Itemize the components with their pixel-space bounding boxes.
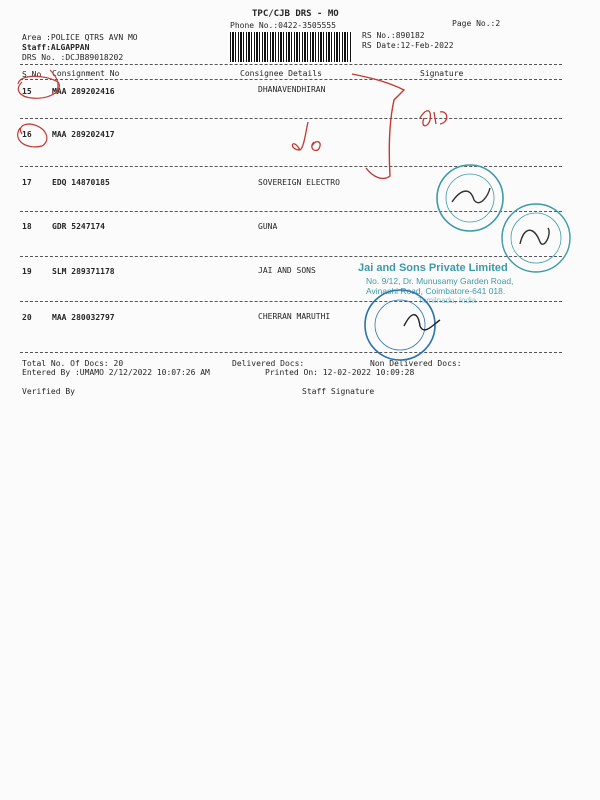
- stamp-guna: [502, 204, 570, 272]
- verified-by: Verified By: [22, 387, 75, 396]
- row-sno: 15: [22, 87, 32, 96]
- signature-large: [352, 74, 404, 178]
- total-docs: Total No. Of Docs: 20: [22, 359, 124, 368]
- rs-number: RS No.:890182: [362, 31, 425, 40]
- area-text: Area :POLICE QTRS AVN MO: [22, 33, 138, 42]
- staff-value: :ALGAPPAN: [46, 43, 90, 52]
- phone-number: Phone No.:0422-3505555: [230, 21, 336, 30]
- row-consignee: JAI AND SONS: [258, 266, 316, 275]
- ditto-signature: [292, 122, 320, 150]
- row-consignment: EDQ 14870185: [52, 178, 110, 187]
- row-consignee: CHERRAN MARUTHI: [258, 312, 331, 321]
- column-consignment: Consignment No: [52, 69, 120, 78]
- stamp-address-2: Avinashi Road, Coimbatore-641 018.: [366, 286, 506, 296]
- row-consignment: MAA 289202417: [52, 130, 115, 139]
- column-signature: Signature: [420, 69, 464, 78]
- row-consignment: MAA 289202416: [52, 87, 115, 96]
- rs-date: RS Date:12-Feb-2022: [362, 41, 454, 50]
- column-sno: S No: [22, 70, 42, 79]
- staff-label-text: Staff: [22, 43, 47, 52]
- non-delivered-docs: Non Delivered Docs:: [370, 359, 462, 368]
- row-sno: 16: [22, 130, 32, 139]
- printed-on: Printed On: 12-02-2022 10:09:28: [265, 368, 415, 377]
- entered-by: Entered By :UMAMO 2/12/2022 10:07:26 AM: [22, 368, 210, 377]
- circle-mark-15: [18, 76, 59, 98]
- document-title: TPC/CJB DRS - MO: [252, 9, 339, 19]
- drs-number: DRS No. :DCJB89018202: [22, 53, 124, 62]
- delivered-docs: Delivered Docs:: [232, 359, 305, 368]
- stamp-sovereign: [437, 165, 503, 231]
- stamp-address-3: Tamilnadu, India: [418, 296, 477, 305]
- circle-mark-16: [18, 124, 47, 147]
- row-consignee: DHANAVENDHIRAN: [258, 85, 326, 94]
- staff-signature: Staff Signature: [302, 387, 375, 396]
- column-consignee: Consignee Details: [240, 69, 322, 78]
- row-consignee: SOVEREIGN ELECTRO: [258, 178, 340, 187]
- row-sno: 19: [22, 267, 32, 276]
- row-consignee: GUNA: [258, 222, 278, 231]
- row-consignment: GDR 5247174: [52, 222, 105, 231]
- stamp-cherran: [365, 290, 435, 360]
- row-consignment: MAA 280032797: [52, 313, 115, 322]
- stamp-address-1: No. 9/12, Dr. Munusamy Garden Road,: [366, 276, 514, 286]
- row-sno: 20: [22, 313, 32, 322]
- signature-initials: [420, 111, 447, 126]
- row-sno: 18: [22, 222, 32, 231]
- page-number: Page No.:2: [452, 19, 501, 28]
- stamp-company-name: Jai and Sons Private Limited: [358, 262, 508, 274]
- row-consignment: SLM 289371178: [52, 267, 115, 276]
- row-sno: 17: [22, 178, 32, 187]
